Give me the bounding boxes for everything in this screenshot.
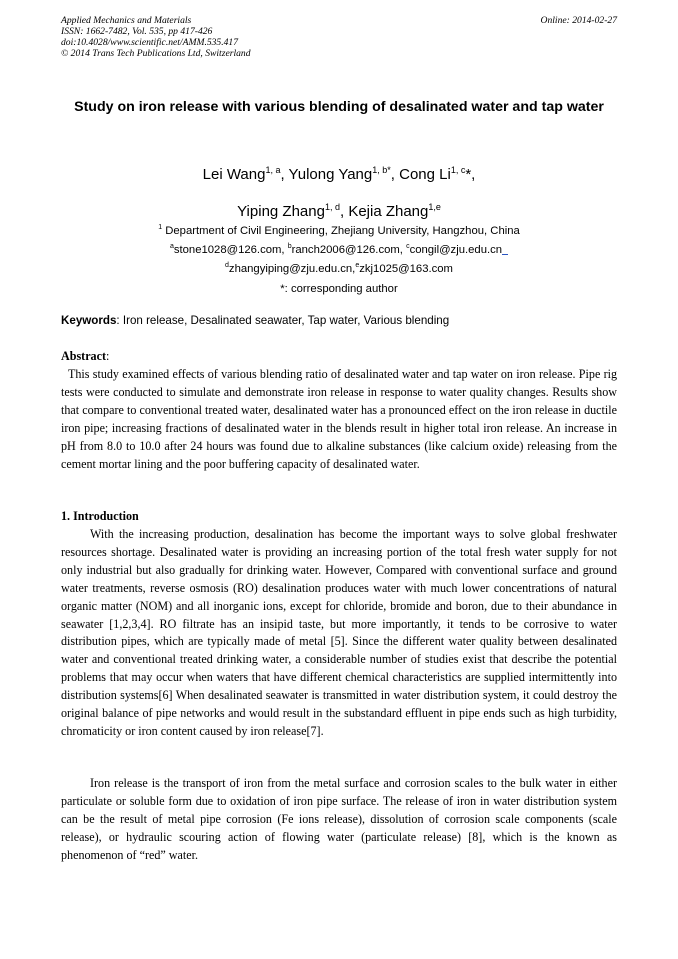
email-sup: c [406, 243, 410, 251]
author-sup: 1, d [324, 202, 340, 212]
paragraph-text: Iron release is the transport of iron from the metal surface and corrosion scales to the bulk water in either particulate or soluble form due to oxidation of iron pipe surface. The release of iron in water distribution system can be the result of metal pipe corrosion (Fe ions release), dissolution of corrosion scale components (scale release), or hydraulic scouring action of flowing water (particulate release) [8], which is the known as phenomenon of “red” water. [61, 776, 617, 862]
email-sup: b [287, 243, 292, 251]
affiliation-text: Department of Civil Engineering, Zhejiang University, Hangzhou, China [162, 225, 520, 237]
keywords [61, 313, 617, 329]
email-b[interactable]: ranch2006@126.com, [291, 244, 407, 257]
introduction-paragraph-2 [61, 775, 617, 865]
abstract-text [61, 366, 617, 473]
corresponding-note: *: corresponding author [280, 282, 398, 295]
journal-name: Applied Mechanics and Materials [61, 15, 192, 26]
author-name: Yiping Zhang [237, 203, 325, 220]
email-sup: e [355, 262, 360, 270]
affiliation-line [40, 222, 638, 241]
email-sup: d [225, 262, 229, 270]
author-name: Cong Li [399, 166, 451, 183]
email-sup: a [169, 243, 174, 251]
email-line [40, 260, 638, 279]
abstract-paragraph: This study examined effects of various blending ratio of desalinated water and tap water on iron release. Pipe rig tests were conducted to simulate and demonstrate iron release in response to water quality changes. Results show that compare to conventional treated water, desalinated water has a pronounced effect on the iron release in ductile iron pipe; increasing fractions of desalinated water in the blends result in higher total iron release. An increase in pH from 8.0 to 10.0 after 24 hours was found due to alkaline substances (like calcium oxide) releasing from the cement mortar lining and the poor buffering capacity of desalinated water. [61, 367, 617, 471]
email-d[interactable]: zhangyiping@zju.edu.cn, [228, 263, 356, 276]
author-sup: 1, b* [372, 165, 391, 175]
affiliation-block [40, 222, 638, 299]
journal-doi: doi:10.4028/www.scientific.net/AMM.535.417 [61, 37, 239, 48]
author-sep: , [280, 166, 289, 183]
journal-issn: ISSN: 1662-7482, Vol. 535, pp 417-426 [61, 26, 213, 37]
online-date: Online: 2014-02-27 [540, 15, 617, 26]
email-a[interactable]: stone1028@126.com, [173, 244, 288, 257]
author-list [40, 156, 638, 230]
author-sep: , [339, 203, 349, 220]
email-c[interactable]: congil@zju.edu.cn [409, 244, 503, 257]
affiliation-sup: 1 [158, 224, 163, 231]
abstract-heading [61, 348, 617, 366]
author-name: Yulong Yang [288, 166, 373, 183]
journal-header [61, 15, 617, 59]
journal-copyright: © 2014 Trans Tech Publications Ltd, Switzerland [61, 48, 251, 59]
author-sup: 1,e [428, 202, 441, 212]
author-sup: 1, a [265, 165, 281, 175]
section-heading-introduction: 1. Introduction [61, 509, 139, 523]
keywords-label: Keywords [61, 314, 117, 327]
paragraph-text: With the increasing production, desalination has become the important ways to solve global freshwater resources shortage. Desalinated water is providing an increasing portion of the total fresh water supply for not only industrial but also gradually for drinking water. However, Compared with conventional surface and ground water treatments, reverse osmosis (RO) desalination produces water with much lower concentrations of natural organic matter (NOM) and all inorganic ions, except for chloride, bromide and boron, due to their abundance in seawater [1,2,3,4]. RO filtrate has an insipid taste, but more importantly, it tends to be corrosive to water distribution pipes, which are typically made of metal [5]. Since the different water quality between desalinated water and conventional treated drinking water, a considerable number of studies exist that describe the potential problems that may occur when waters that have different chemical characteristics are supplied intermittently into distribution systems[6] When desalinated seawater is transmitted in water distribution system, it could destroy the original balance of pipe networks and would result in the substandard effluent in pipe ends such as high turbidity, chromaticity or iron content caused by iron release[7]. [61, 527, 617, 738]
abstract-colon: : [106, 349, 110, 363]
author-name: Lei Wang [202, 166, 266, 183]
email-line [40, 241, 638, 260]
author-name: Kejia Zhang [348, 203, 429, 220]
abstract-heading-text: Abstract [61, 349, 107, 363]
author-sup: 1, c [450, 165, 466, 175]
link-underline [502, 243, 508, 255]
author-sep: *, [465, 166, 476, 183]
author-sep: , [390, 166, 400, 183]
keywords-text: : Iron release, Desalinated seawater, Tap water, Various blending [116, 314, 450, 327]
email-e[interactable]: zkj1025@163.com [359, 263, 453, 276]
introduction-paragraph-1 [61, 526, 617, 741]
paper-title: Study on iron release with various blending of desalinated water and tap water [74, 99, 604, 115]
